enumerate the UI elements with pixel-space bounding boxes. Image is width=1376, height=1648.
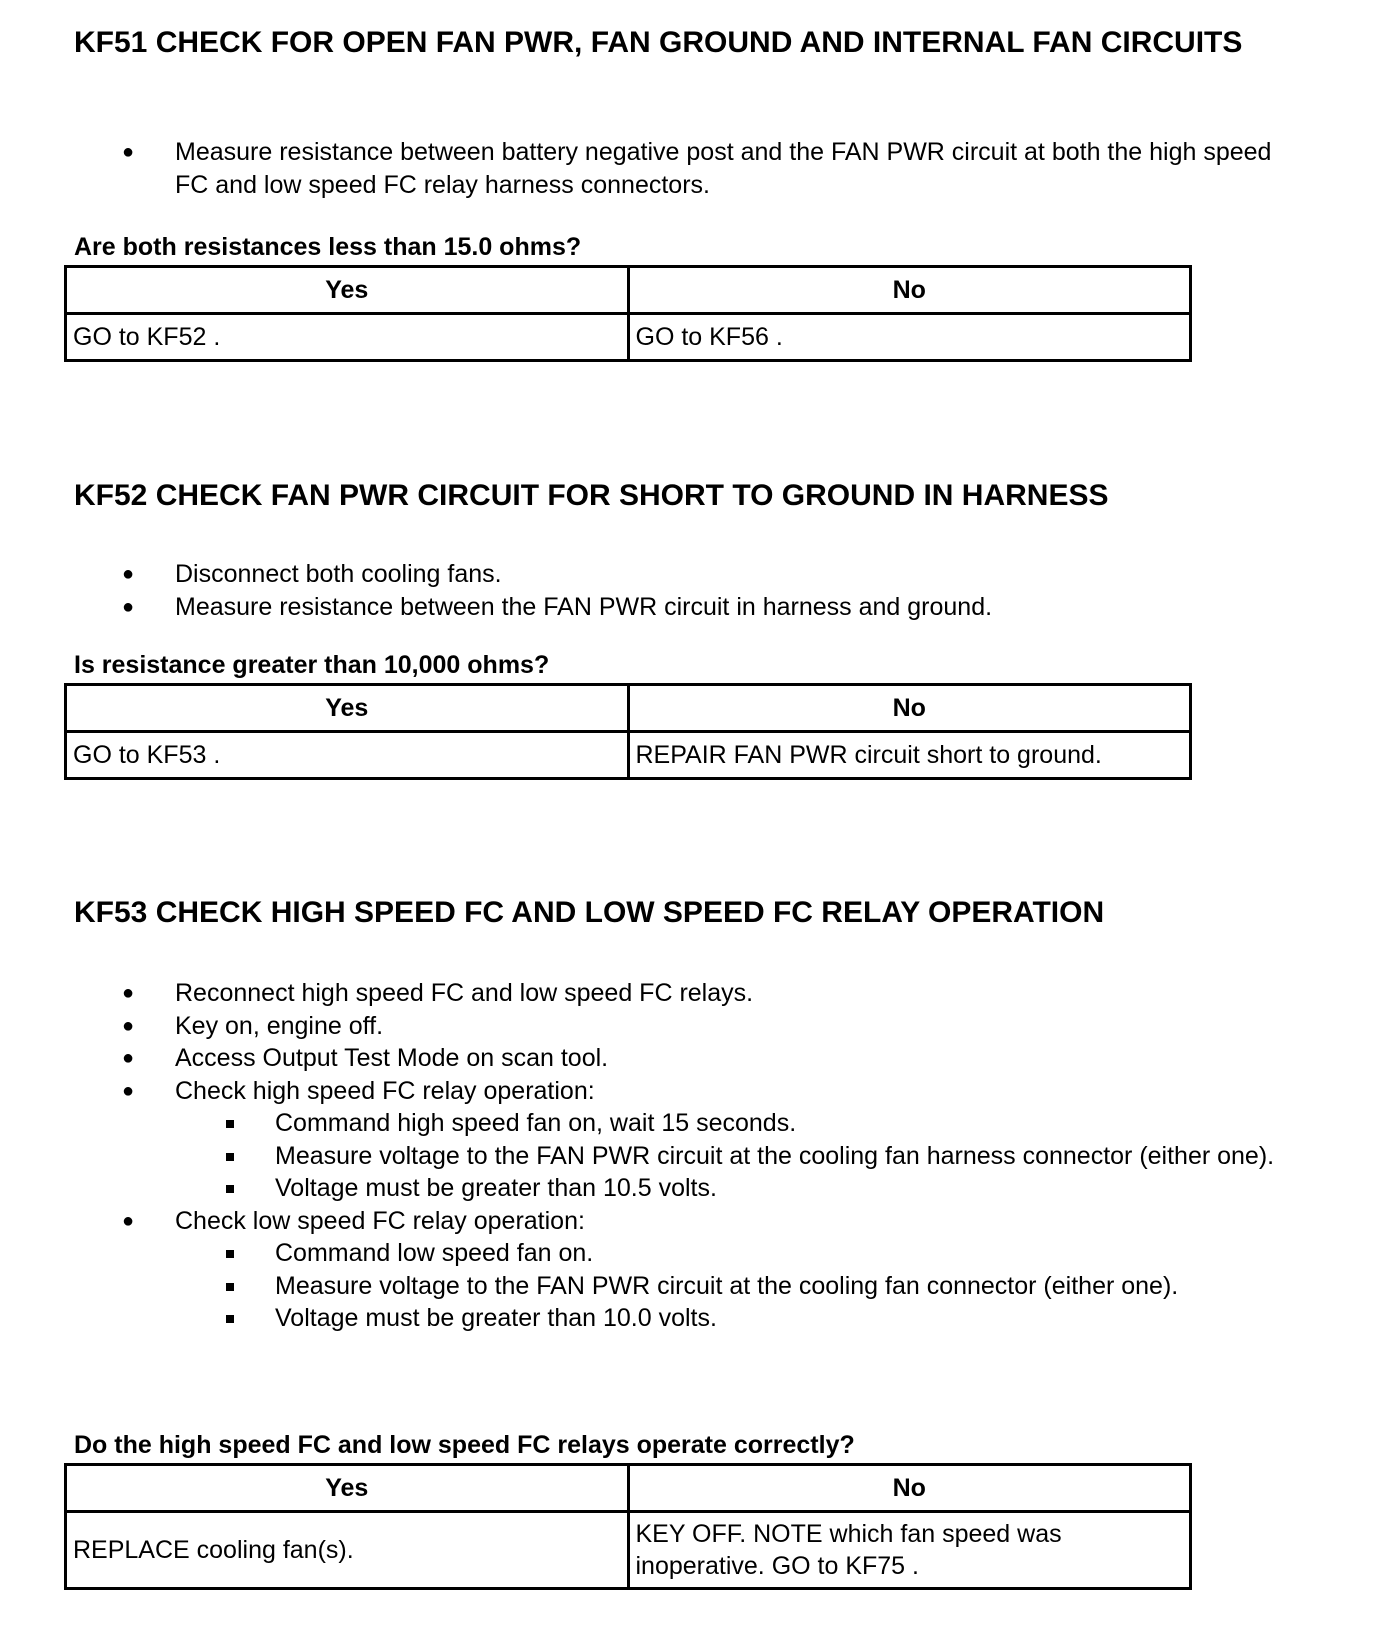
bullet-icon: ● [122,1079,135,1102]
list-item: Measure voltage to the FAN PWR circuit at the cooling fan harness connector (either one). [175,1140,1280,1173]
list-item: ● Check low speed FC relay operation: Command low speed fan on. Measure voltage to the FAN PWR circuit at the cooling fan connector (either one). Voltage must be greater than 10.0 volts. [120,1205,1280,1335]
bullet-icon: ● [122,1047,135,1069]
kf53-question: Do the high speed FC and low speed FC relays operate correctly? [74,1431,855,1459]
kf52-title: KF52 CHECK FAN PWR CIRCUIT FOR SHORT TO GROUND IN HARNESS [74,479,1109,512]
yes-action: GO to KF52 . [66,314,629,361]
yes-action: GO to KF53 . [66,732,629,779]
list-item: ● Access Output Test Mode on scan tool. [120,1042,1280,1075]
list-item: Voltage must be greater than 10.5 volts. [175,1172,1280,1205]
yes-header: Yes [66,267,629,314]
no-action: REPAIR FAN PWR circuit short to ground. [628,732,1191,779]
square-bullet-icon [226,1153,234,1161]
square-bullet-icon [226,1185,234,1193]
kf53-answer-table [64,1463,1192,1590]
bullet-icon: ● [122,563,135,585]
kf52-answer-table [64,683,1192,780]
bullet-icon: ● [122,1209,135,1232]
bullet-icon: ● [122,595,135,618]
no-header: No [628,685,1191,732]
bullet-icon: ● [122,141,135,163]
square-bullet-icon [226,1250,234,1258]
list-item: ● Reconnect high speed FC and low speed FC relays. [120,977,1280,1010]
kf53-title: KF53 CHECK HIGH SPEED FC AND LOW SPEED FC RELAY OPERATION [74,896,1105,929]
no-action: GO to KF56 . [628,314,1191,361]
yes-header: Yes [66,1465,629,1512]
no-header: No [628,1465,1191,1512]
kf51-bullet-list [120,136,1280,201]
bullet-icon: ● [122,1014,135,1037]
yes-action: REPLACE cooling fan(s). [66,1512,629,1589]
high-speed-sub-list [175,1107,1280,1205]
list-item: ● Key on, engine off. [120,1010,1280,1043]
no-action: KEY OFF. NOTE which fan speed was inoperative. GO to KF75 . [628,1512,1191,1589]
kf51-answer-table [64,265,1192,362]
list-item: Voltage must be greater than 10.0 volts. [175,1302,1280,1335]
yes-header: Yes [66,685,629,732]
kf52-bullet-list [120,558,1280,623]
list-item: ● Disconnect both cooling fans. [120,558,1280,591]
kf51-title: KF51 CHECK FOR OPEN FAN PWR, FAN GROUND AND INTERNAL FAN CIRCUITS [74,26,1243,59]
kf53-bullet-list [120,977,1280,1335]
list-item: Command low speed fan on. [175,1237,1280,1270]
list-item: ● Check high speed FC relay operation: Command high speed fan on, wait 15 seconds. Measure voltage to the FAN PWR circuit at the cooling fan harness connector (either one). Voltage must be greater than 10.5 volts. [120,1075,1280,1205]
no-header: No [628,267,1191,314]
list-item: ● Measure resistance between the FAN PWR circuit in harness and ground. [120,591,1280,624]
list-item: Measure voltage to the FAN PWR circuit at the cooling fan connector (either one). [175,1270,1280,1303]
list-item: ● Measure resistance between battery negative post and the FAN PWR circuit at both the high speed FC and low speed FC relay harness connectors. [122,138,1272,199]
square-bullet-icon [226,1315,234,1323]
kf52-question: Is resistance greater than 10,000 ohms? [74,651,550,679]
square-bullet-icon [226,1120,234,1128]
kf51-question: Are both resistances less than 15.0 ohms? [74,233,582,261]
list-item: Command high speed fan on, wait 15 seconds. [175,1107,1280,1140]
bullet-icon: ● [122,982,135,1004]
low-speed-sub-list [175,1237,1280,1335]
square-bullet-icon [226,1283,234,1291]
